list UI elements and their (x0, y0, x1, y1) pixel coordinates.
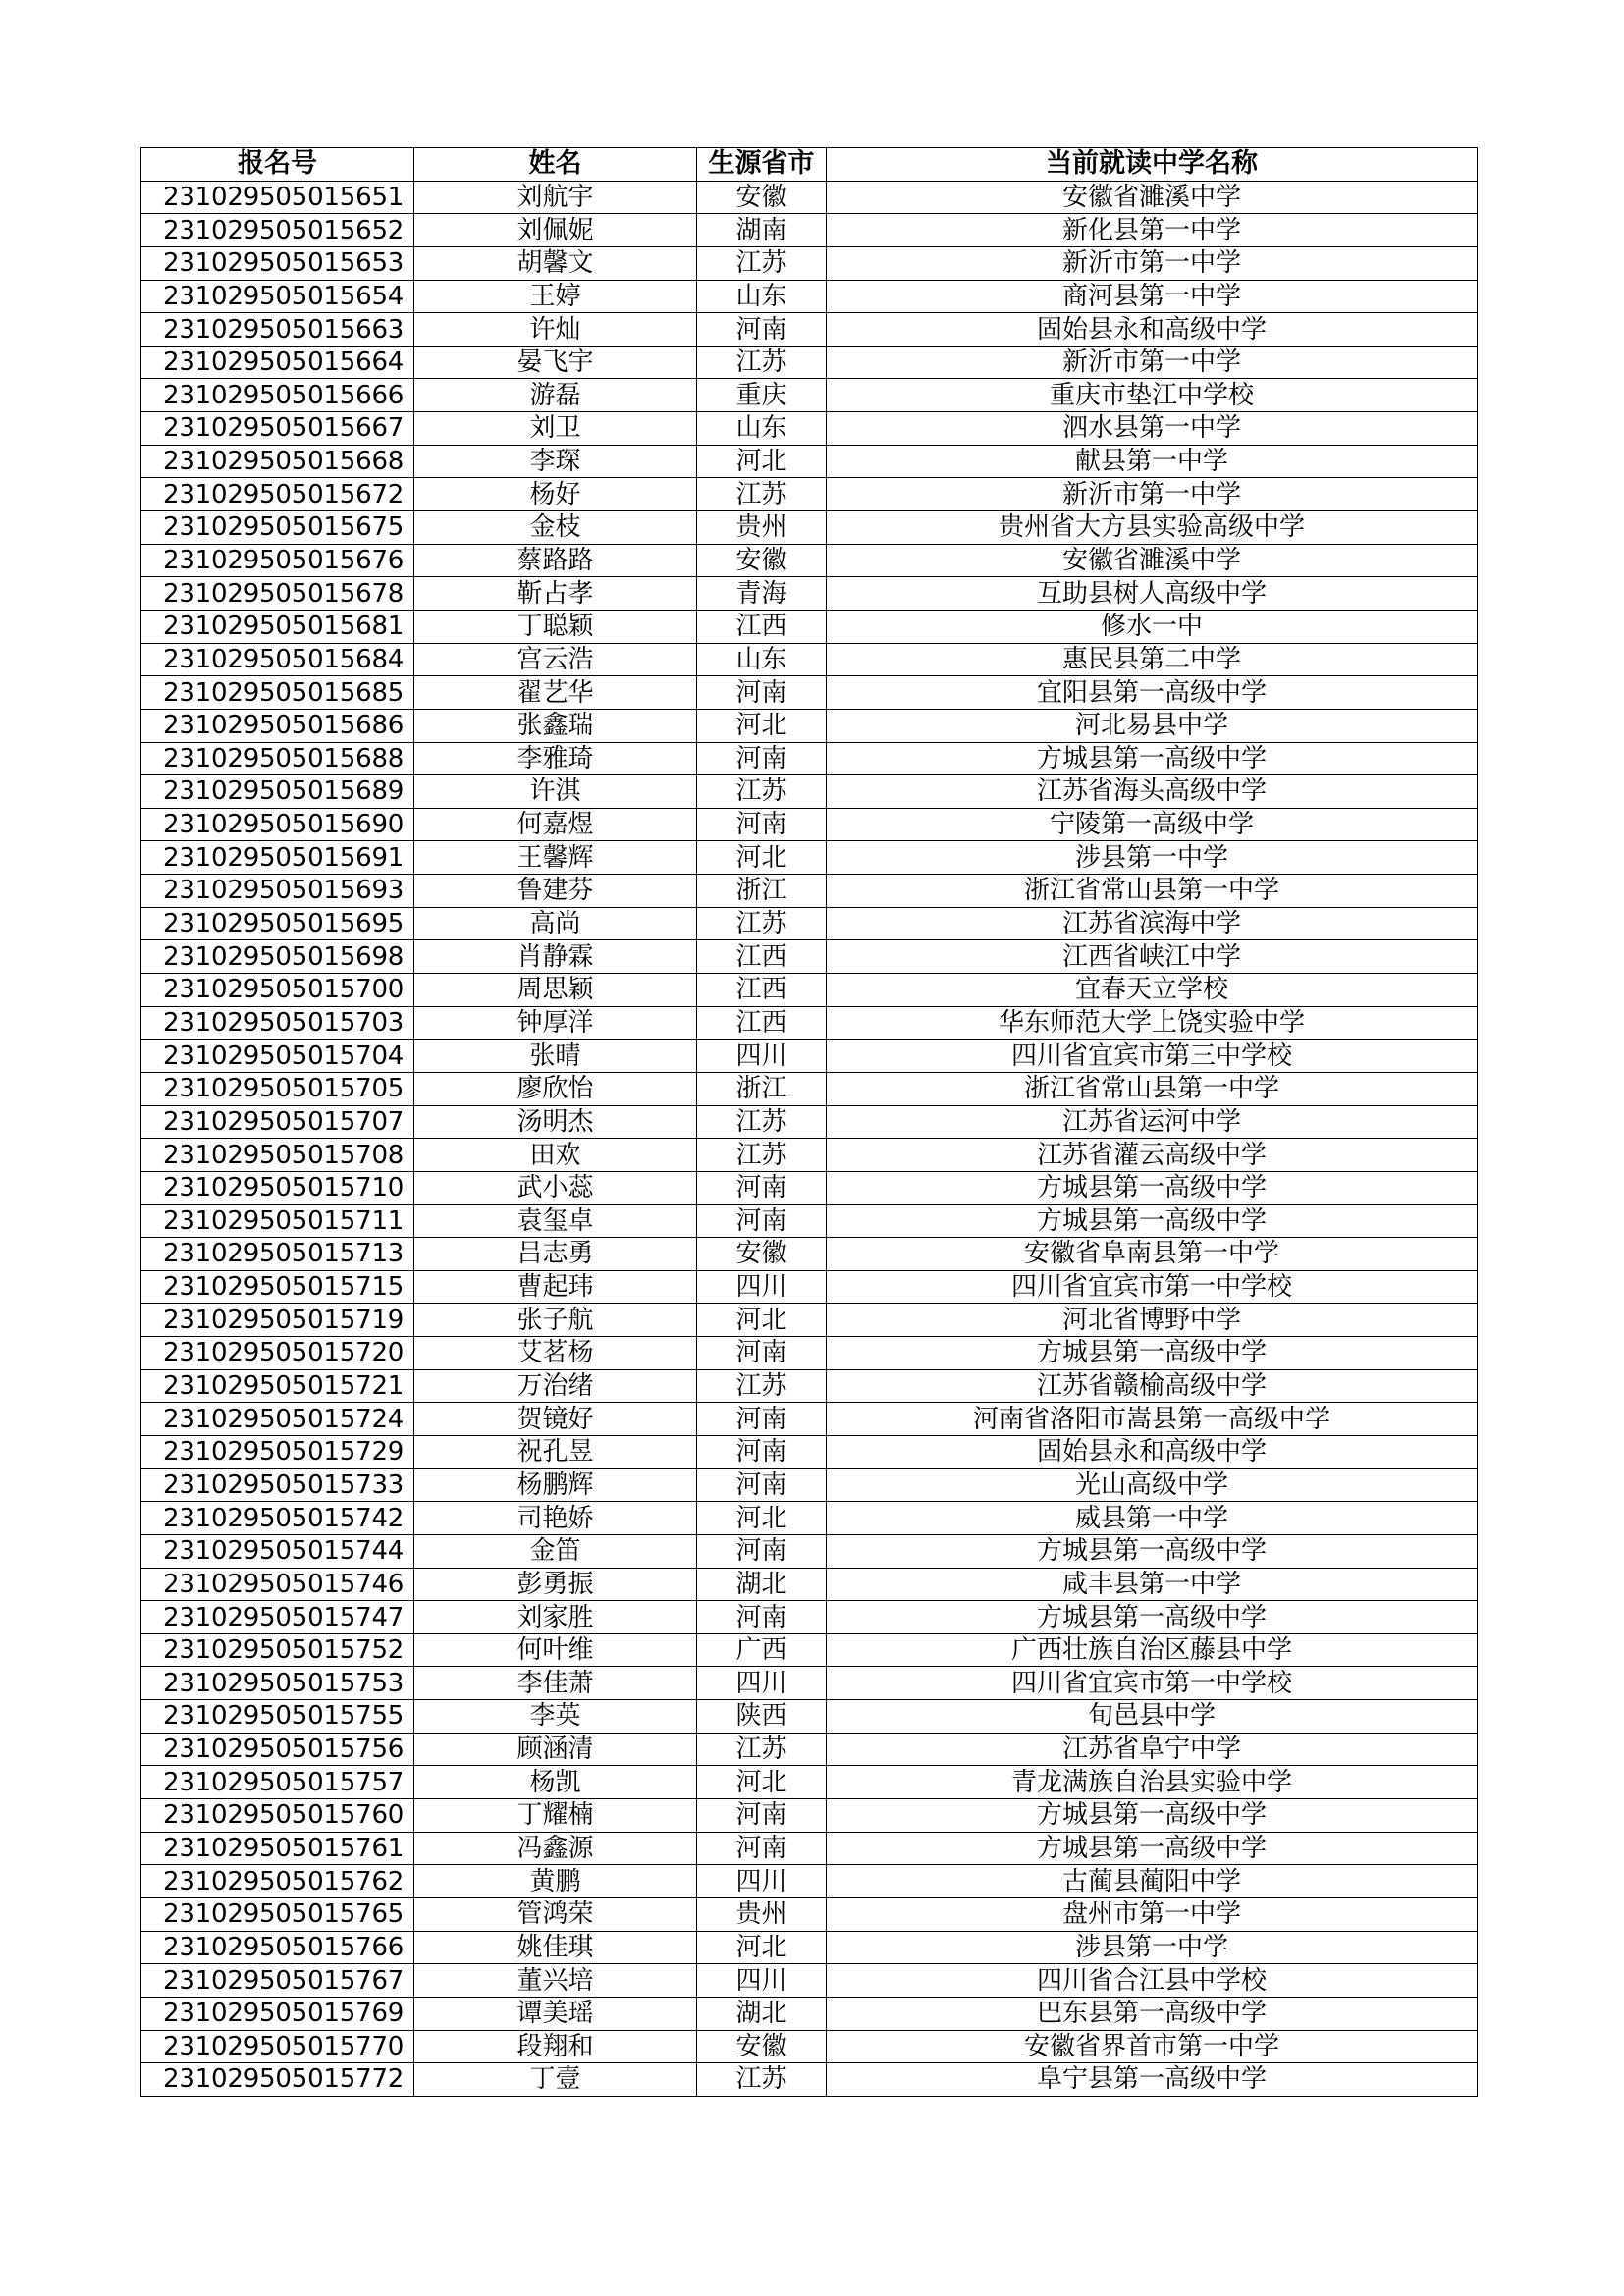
registration-number-cell: 231029505015664 (141, 346, 414, 379)
province-cell: 河南 (697, 1832, 827, 1865)
student-name-cell: 晏飞宇 (414, 346, 697, 379)
province-cell: 湖北 (697, 1568, 827, 1601)
registration-number-cell: 231029505015686 (141, 709, 414, 742)
province-cell: 贵州 (697, 511, 827, 545)
school-cell: 安徽省濉溪中学 (827, 181, 1478, 214)
school-cell: 宜春天立学校 (827, 974, 1478, 1007)
school-cell: 安徽省濉溪中学 (827, 544, 1478, 577)
table-row (141, 1534, 1478, 1568)
school-cell: 商河县第一中学 (827, 280, 1478, 313)
student-name-cell: 张鑫瑞 (414, 709, 697, 742)
table-row (141, 940, 1478, 974)
table-row (141, 1105, 1478, 1139)
table-row (141, 1931, 1478, 1964)
student-name-cell: 汤明杰 (414, 1105, 697, 1139)
province-cell: 河南 (697, 1799, 827, 1833)
registration-number-cell: 231029505015765 (141, 1897, 414, 1931)
province-cell: 江苏 (697, 1733, 827, 1766)
table-row (141, 379, 1478, 412)
school-cell: 河北省博野中学 (827, 1304, 1478, 1337)
student-name-cell: 黄鹏 (414, 1865, 697, 1898)
school-cell: 江苏省赣榆高级中学 (827, 1369, 1478, 1403)
registration-number-cell: 231029505015715 (141, 1270, 414, 1304)
registration-number-cell: 231029505015663 (141, 313, 414, 347)
province-cell: 江西 (697, 940, 827, 974)
school-cell: 青龙满族自治县实验中学 (827, 1766, 1478, 1799)
student-name-cell: 周思颖 (414, 974, 697, 1007)
student-name-cell: 许淇 (414, 775, 697, 809)
student-name-cell: 肖静霖 (414, 940, 697, 974)
school-cell: 江苏省运河中学 (827, 1105, 1478, 1139)
school-cell: 江苏省滨海中学 (827, 907, 1478, 940)
school-cell: 光山高级中学 (827, 1468, 1478, 1502)
table-row (141, 742, 1478, 775)
registration-number-cell: 231029505015685 (141, 676, 414, 710)
registration-number-cell: 231029505015746 (141, 1568, 414, 1601)
school-cell: 浙江省常山县第一中学 (827, 875, 1478, 908)
school-cell: 浙江省常山县第一中学 (827, 1072, 1478, 1105)
province-cell: 湖南 (697, 214, 827, 247)
table-row (141, 1568, 1478, 1601)
table-row (141, 1502, 1478, 1535)
registration-number-cell: 231029505015761 (141, 1832, 414, 1865)
province-cell: 河北 (697, 841, 827, 875)
registration-number-cell: 231029505015678 (141, 577, 414, 611)
student-name-cell: 武小蕊 (414, 1171, 697, 1204)
registration-number-cell: 231029505015681 (141, 610, 414, 643)
table-row (141, 1897, 1478, 1931)
header-school: 当前就读中学名称 (827, 148, 1478, 182)
student-name-cell: 彭勇振 (414, 1568, 697, 1601)
school-cell: 江苏省灌云高级中学 (827, 1139, 1478, 1172)
province-cell: 江苏 (697, 246, 827, 280)
student-name-cell: 艾茗杨 (414, 1337, 697, 1370)
registration-number-cell: 231029505015708 (141, 1139, 414, 1172)
province-cell: 河南 (697, 1171, 827, 1204)
province-cell: 安徽 (697, 2030, 827, 2063)
student-name-cell: 刘佩妮 (414, 214, 697, 247)
province-cell: 江苏 (697, 2063, 827, 2097)
registration-number-cell: 231029505015693 (141, 875, 414, 908)
province-cell: 广西 (697, 1633, 827, 1667)
registration-number-cell: 231029505015676 (141, 544, 414, 577)
school-cell: 咸丰县第一中学 (827, 1568, 1478, 1601)
table-row (141, 478, 1478, 511)
student-name-cell: 高尚 (414, 907, 697, 940)
school-cell: 四川省宜宾市第一中学校 (827, 1667, 1478, 1700)
table-row (141, 643, 1478, 676)
province-cell: 河南 (697, 1534, 827, 1568)
school-cell: 方城县第一高级中学 (827, 1832, 1478, 1865)
registration-number-cell: 231029505015667 (141, 412, 414, 446)
province-cell: 安徽 (697, 181, 827, 214)
registration-number-cell: 231029505015689 (141, 775, 414, 809)
table-row (141, 676, 1478, 710)
registration-number-cell: 231029505015666 (141, 379, 414, 412)
table-row (141, 875, 1478, 908)
table-row (141, 1171, 1478, 1204)
province-cell: 河南 (697, 1435, 827, 1468)
registration-number-cell: 231029505015668 (141, 445, 414, 478)
table-row (141, 1040, 1478, 1073)
student-name-cell: 刘卫 (414, 412, 697, 446)
table-row (141, 1204, 1478, 1238)
school-cell: 互助县树人高级中学 (827, 577, 1478, 611)
school-cell: 方城县第一高级中学 (827, 1171, 1478, 1204)
table-row (141, 709, 1478, 742)
student-name-cell: 杨好 (414, 478, 697, 511)
school-cell: 四川省合江县中学校 (827, 1964, 1478, 1998)
province-cell: 河北 (697, 445, 827, 478)
table-row (141, 313, 1478, 347)
province-cell: 河南 (697, 313, 827, 347)
school-cell: 方城县第一高级中学 (827, 1799, 1478, 1833)
province-cell: 河南 (697, 808, 827, 841)
registration-number-cell: 231029505015672 (141, 478, 414, 511)
registration-number-cell: 231029505015651 (141, 181, 414, 214)
table-row (141, 1369, 1478, 1403)
student-name-cell: 金枝 (414, 511, 697, 545)
table-row (141, 246, 1478, 280)
registration-number-cell: 231029505015719 (141, 1304, 414, 1337)
province-cell: 河北 (697, 709, 827, 742)
registration-number-cell: 231029505015721 (141, 1369, 414, 1403)
student-name-cell: 张晴 (414, 1040, 697, 1073)
province-cell: 江苏 (697, 907, 827, 940)
table-row (141, 1006, 1478, 1040)
school-cell: 惠民县第二中学 (827, 643, 1478, 676)
province-cell: 江西 (697, 610, 827, 643)
registration-number-cell: 231029505015654 (141, 280, 414, 313)
registration-number-cell: 231029505015652 (141, 214, 414, 247)
school-cell: 献县第一中学 (827, 445, 1478, 478)
province-cell: 安徽 (697, 544, 827, 577)
province-cell: 河南 (697, 1601, 827, 1634)
registration-number-cell: 231029505015720 (141, 1337, 414, 1370)
table-row (141, 1072, 1478, 1105)
registration-number-cell: 231029505015713 (141, 1238, 414, 1271)
table-row (141, 1700, 1478, 1734)
student-name-cell: 王婷 (414, 280, 697, 313)
student-name-cell: 鲁建芬 (414, 875, 697, 908)
student-name-cell: 杨凯 (414, 1766, 697, 1799)
school-cell: 河南省洛阳市嵩县第一高级中学 (827, 1403, 1478, 1436)
registration-number-cell: 231029505015684 (141, 643, 414, 676)
registration-number-cell: 231029505015757 (141, 1766, 414, 1799)
student-name-cell: 姚佳琪 (414, 1931, 697, 1964)
student-name-cell: 王馨辉 (414, 841, 697, 875)
province-cell: 山东 (697, 643, 827, 676)
registration-number-cell: 231029505015675 (141, 511, 414, 545)
student-name-cell: 刘航宇 (414, 181, 697, 214)
province-cell: 重庆 (697, 379, 827, 412)
registration-number-cell: 231029505015733 (141, 1468, 414, 1502)
province-cell: 四川 (697, 1964, 827, 1998)
table-row (141, 1733, 1478, 1766)
school-cell: 固始县永和高级中学 (827, 1435, 1478, 1468)
table-row (141, 1468, 1478, 1502)
school-cell: 方城县第一高级中学 (827, 742, 1478, 775)
province-cell: 江苏 (697, 478, 827, 511)
registration-number-cell: 231029505015755 (141, 1700, 414, 1734)
table-row (141, 610, 1478, 643)
student-name-cell: 靳占孝 (414, 577, 697, 611)
table-row (141, 1403, 1478, 1436)
student-name-cell: 董兴培 (414, 1964, 697, 1998)
student-table (140, 147, 1478, 2097)
school-cell: 新沂市第一中学 (827, 246, 1478, 280)
school-cell: 宁陵第一高级中学 (827, 808, 1478, 841)
province-cell: 四川 (697, 1667, 827, 1700)
province-cell: 四川 (697, 1040, 827, 1073)
table-row (141, 280, 1478, 313)
registration-number-cell: 231029505015698 (141, 940, 414, 974)
student-name-cell: 许灿 (414, 313, 697, 347)
student-name-cell: 宫云浩 (414, 643, 697, 676)
registration-number-cell: 231029505015752 (141, 1633, 414, 1667)
registration-number-cell: 231029505015690 (141, 808, 414, 841)
student-name-cell: 李琛 (414, 445, 697, 478)
student-name-cell: 冯鑫源 (414, 1832, 697, 1865)
table-row (141, 577, 1478, 611)
school-cell: 新沂市第一中学 (827, 478, 1478, 511)
registration-number-cell: 231029505015747 (141, 1601, 414, 1634)
header-name: 姓名 (414, 148, 697, 182)
student-name-cell: 顾涵清 (414, 1733, 697, 1766)
school-cell: 方城县第一高级中学 (827, 1601, 1478, 1634)
table-row (141, 1337, 1478, 1370)
student-name-cell: 何叶维 (414, 1633, 697, 1667)
student-name-cell: 李佳萧 (414, 1667, 697, 1700)
school-cell: 固始县永和高级中学 (827, 313, 1478, 347)
student-name-cell: 丁耀楠 (414, 1799, 697, 1833)
province-cell: 河南 (697, 1204, 827, 1238)
table-row (141, 1238, 1478, 1271)
table-row (141, 2063, 1478, 2097)
school-cell: 涉县第一中学 (827, 841, 1478, 875)
student-name-cell: 何嘉煜 (414, 808, 697, 841)
student-name-cell: 万治绪 (414, 1369, 697, 1403)
province-cell: 江苏 (697, 346, 827, 379)
registration-number-cell: 231029505015695 (141, 907, 414, 940)
registration-number-cell: 231029505015704 (141, 1040, 414, 1073)
student-name-cell: 谭美瑶 (414, 1997, 697, 2030)
school-cell: 华东师范大学上饶实验中学 (827, 1006, 1478, 1040)
student-name-cell: 丁壹 (414, 2063, 697, 2097)
registration-number-cell: 231029505015772 (141, 2063, 414, 2097)
table-row (141, 1633, 1478, 1667)
registration-number-cell: 231029505015691 (141, 841, 414, 875)
school-cell: 涉县第一中学 (827, 1931, 1478, 1964)
registration-number-cell: 231029505015756 (141, 1733, 414, 1766)
school-cell: 安徽省阜南县第一中学 (827, 1238, 1478, 1271)
registration-number-cell: 231029505015653 (141, 246, 414, 280)
student-name-cell: 司艳娇 (414, 1502, 697, 1535)
province-cell: 江苏 (697, 775, 827, 809)
table-row (141, 1667, 1478, 1700)
school-cell: 新化县第一中学 (827, 214, 1478, 247)
registration-number-cell: 231029505015729 (141, 1435, 414, 1468)
student-name-cell: 金笛 (414, 1534, 697, 1568)
table-row (141, 1304, 1478, 1337)
table-row (141, 1766, 1478, 1799)
student-name-cell: 张子航 (414, 1304, 697, 1337)
student-name-cell: 贺镜好 (414, 1403, 697, 1436)
province-cell: 安徽 (697, 1238, 827, 1271)
student-name-cell: 丁聪颖 (414, 610, 697, 643)
table-row (141, 1832, 1478, 1865)
table-row (141, 412, 1478, 446)
table-row (141, 974, 1478, 1007)
table-row (141, 346, 1478, 379)
table-row (141, 907, 1478, 940)
school-cell: 安徽省界首市第一中学 (827, 2030, 1478, 2063)
school-cell: 广西壮族自治区藤县中学 (827, 1633, 1478, 1667)
school-cell: 威县第一中学 (827, 1502, 1478, 1535)
student-name-cell: 段翔和 (414, 2030, 697, 2063)
school-cell: 阜宁县第一高级中学 (827, 2063, 1478, 2097)
table-row (141, 1139, 1478, 1172)
school-cell: 贵州省大方县实验高级中学 (827, 511, 1478, 545)
registration-number-cell: 231029505015711 (141, 1204, 414, 1238)
table-row (141, 1997, 1478, 2030)
table-row (141, 808, 1478, 841)
table-row (141, 775, 1478, 809)
province-cell: 河南 (697, 742, 827, 775)
student-name-cell: 翟艺华 (414, 676, 697, 710)
school-cell: 宜阳县第一高级中学 (827, 676, 1478, 710)
registration-number-cell: 231029505015770 (141, 2030, 414, 2063)
registration-number-cell: 231029505015688 (141, 742, 414, 775)
province-cell: 河北 (697, 1766, 827, 1799)
province-cell: 山东 (697, 412, 827, 446)
registration-number-cell: 231029505015710 (141, 1171, 414, 1204)
province-cell: 浙江 (697, 1072, 827, 1105)
student-name-cell: 钟厚洋 (414, 1006, 697, 1040)
school-cell: 泗水县第一中学 (827, 412, 1478, 446)
registration-number-cell: 231029505015724 (141, 1403, 414, 1436)
school-cell: 方城县第一高级中学 (827, 1337, 1478, 1370)
province-cell: 河南 (697, 1337, 827, 1370)
table-row (141, 1270, 1478, 1304)
registration-number-cell: 231029505015707 (141, 1105, 414, 1139)
province-cell: 江西 (697, 974, 827, 1007)
school-cell: 四川省宜宾市第一中学校 (827, 1270, 1478, 1304)
school-cell: 方城县第一高级中学 (827, 1204, 1478, 1238)
school-cell: 江苏省阜宁中学 (827, 1733, 1478, 1766)
table-row (141, 1435, 1478, 1468)
student-name-cell: 游磊 (414, 379, 697, 412)
province-cell: 河南 (697, 1468, 827, 1502)
registration-number-cell: 231029505015703 (141, 1006, 414, 1040)
school-cell: 河北易县中学 (827, 709, 1478, 742)
student-name-cell: 管鸿荣 (414, 1897, 697, 1931)
table-row (141, 214, 1478, 247)
province-cell: 四川 (697, 1270, 827, 1304)
province-cell: 江苏 (697, 1369, 827, 1403)
school-cell: 盘州市第一中学 (827, 1897, 1478, 1931)
table-row (141, 2030, 1478, 2063)
table-row (141, 544, 1478, 577)
school-cell: 新沂市第一中学 (827, 346, 1478, 379)
school-cell: 重庆市垫江中学校 (827, 379, 1478, 412)
school-cell: 旬邑县中学 (827, 1700, 1478, 1734)
registration-number-cell: 231029505015766 (141, 1931, 414, 1964)
province-cell: 湖北 (697, 1997, 827, 2030)
student-name-cell: 田欢 (414, 1139, 697, 1172)
table-row (141, 445, 1478, 478)
school-cell: 巴东县第一高级中学 (827, 1997, 1478, 2030)
school-cell: 四川省宜宾市第三中学校 (827, 1040, 1478, 1073)
school-cell: 江苏省海头高级中学 (827, 775, 1478, 809)
table-row (141, 511, 1478, 545)
province-cell: 河北 (697, 1502, 827, 1535)
school-cell: 方城县第一高级中学 (827, 1534, 1478, 1568)
registration-number-cell: 231029505015762 (141, 1865, 414, 1898)
student-name-cell: 曹起玮 (414, 1270, 697, 1304)
province-cell: 四川 (697, 1865, 827, 1898)
registration-number-cell: 231029505015742 (141, 1502, 414, 1535)
province-cell: 江苏 (697, 1105, 827, 1139)
school-cell: 江西省峡江中学 (827, 940, 1478, 974)
header-registration-number: 报名号 (141, 148, 414, 182)
student-name-cell: 蔡路路 (414, 544, 697, 577)
student-name-cell: 吕志勇 (414, 1238, 697, 1271)
table-row (141, 1601, 1478, 1634)
table-row (141, 1865, 1478, 1898)
registration-number-cell: 231029505015769 (141, 1997, 414, 2030)
province-cell: 河北 (697, 1931, 827, 1964)
registration-number-cell: 231029505015767 (141, 1964, 414, 1998)
registration-number-cell: 231029505015700 (141, 974, 414, 1007)
header-province: 生源省市 (697, 148, 827, 182)
student-name-cell: 祝孔昱 (414, 1435, 697, 1468)
student-name-cell: 胡馨文 (414, 246, 697, 280)
student-name-cell: 袁玺卓 (414, 1204, 697, 1238)
header-row (141, 148, 1478, 182)
school-cell: 修水一中 (827, 610, 1478, 643)
registration-number-cell: 231029505015705 (141, 1072, 414, 1105)
student-name-cell: 刘家胜 (414, 1601, 697, 1634)
table-row (141, 181, 1478, 214)
registration-number-cell: 231029505015744 (141, 1534, 414, 1568)
student-name-cell: 廖欣怡 (414, 1072, 697, 1105)
province-cell: 江西 (697, 1006, 827, 1040)
province-cell: 河北 (697, 1304, 827, 1337)
student-name-cell: 杨鹏辉 (414, 1468, 697, 1502)
table-row (141, 1964, 1478, 1998)
table-row (141, 841, 1478, 875)
province-cell: 青海 (697, 577, 827, 611)
province-cell: 贵州 (697, 1897, 827, 1931)
province-cell: 陕西 (697, 1700, 827, 1734)
province-cell: 江苏 (697, 1139, 827, 1172)
school-cell: 古蔺县蔺阳中学 (827, 1865, 1478, 1898)
student-name-cell: 李英 (414, 1700, 697, 1734)
province-cell: 浙江 (697, 875, 827, 908)
student-name-cell: 李雅琦 (414, 742, 697, 775)
province-cell: 山东 (697, 280, 827, 313)
registration-number-cell: 231029505015760 (141, 1799, 414, 1833)
table-row (141, 1799, 1478, 1833)
province-cell: 河南 (697, 676, 827, 710)
province-cell: 河南 (697, 1403, 827, 1436)
registration-number-cell: 231029505015753 (141, 1667, 414, 1700)
